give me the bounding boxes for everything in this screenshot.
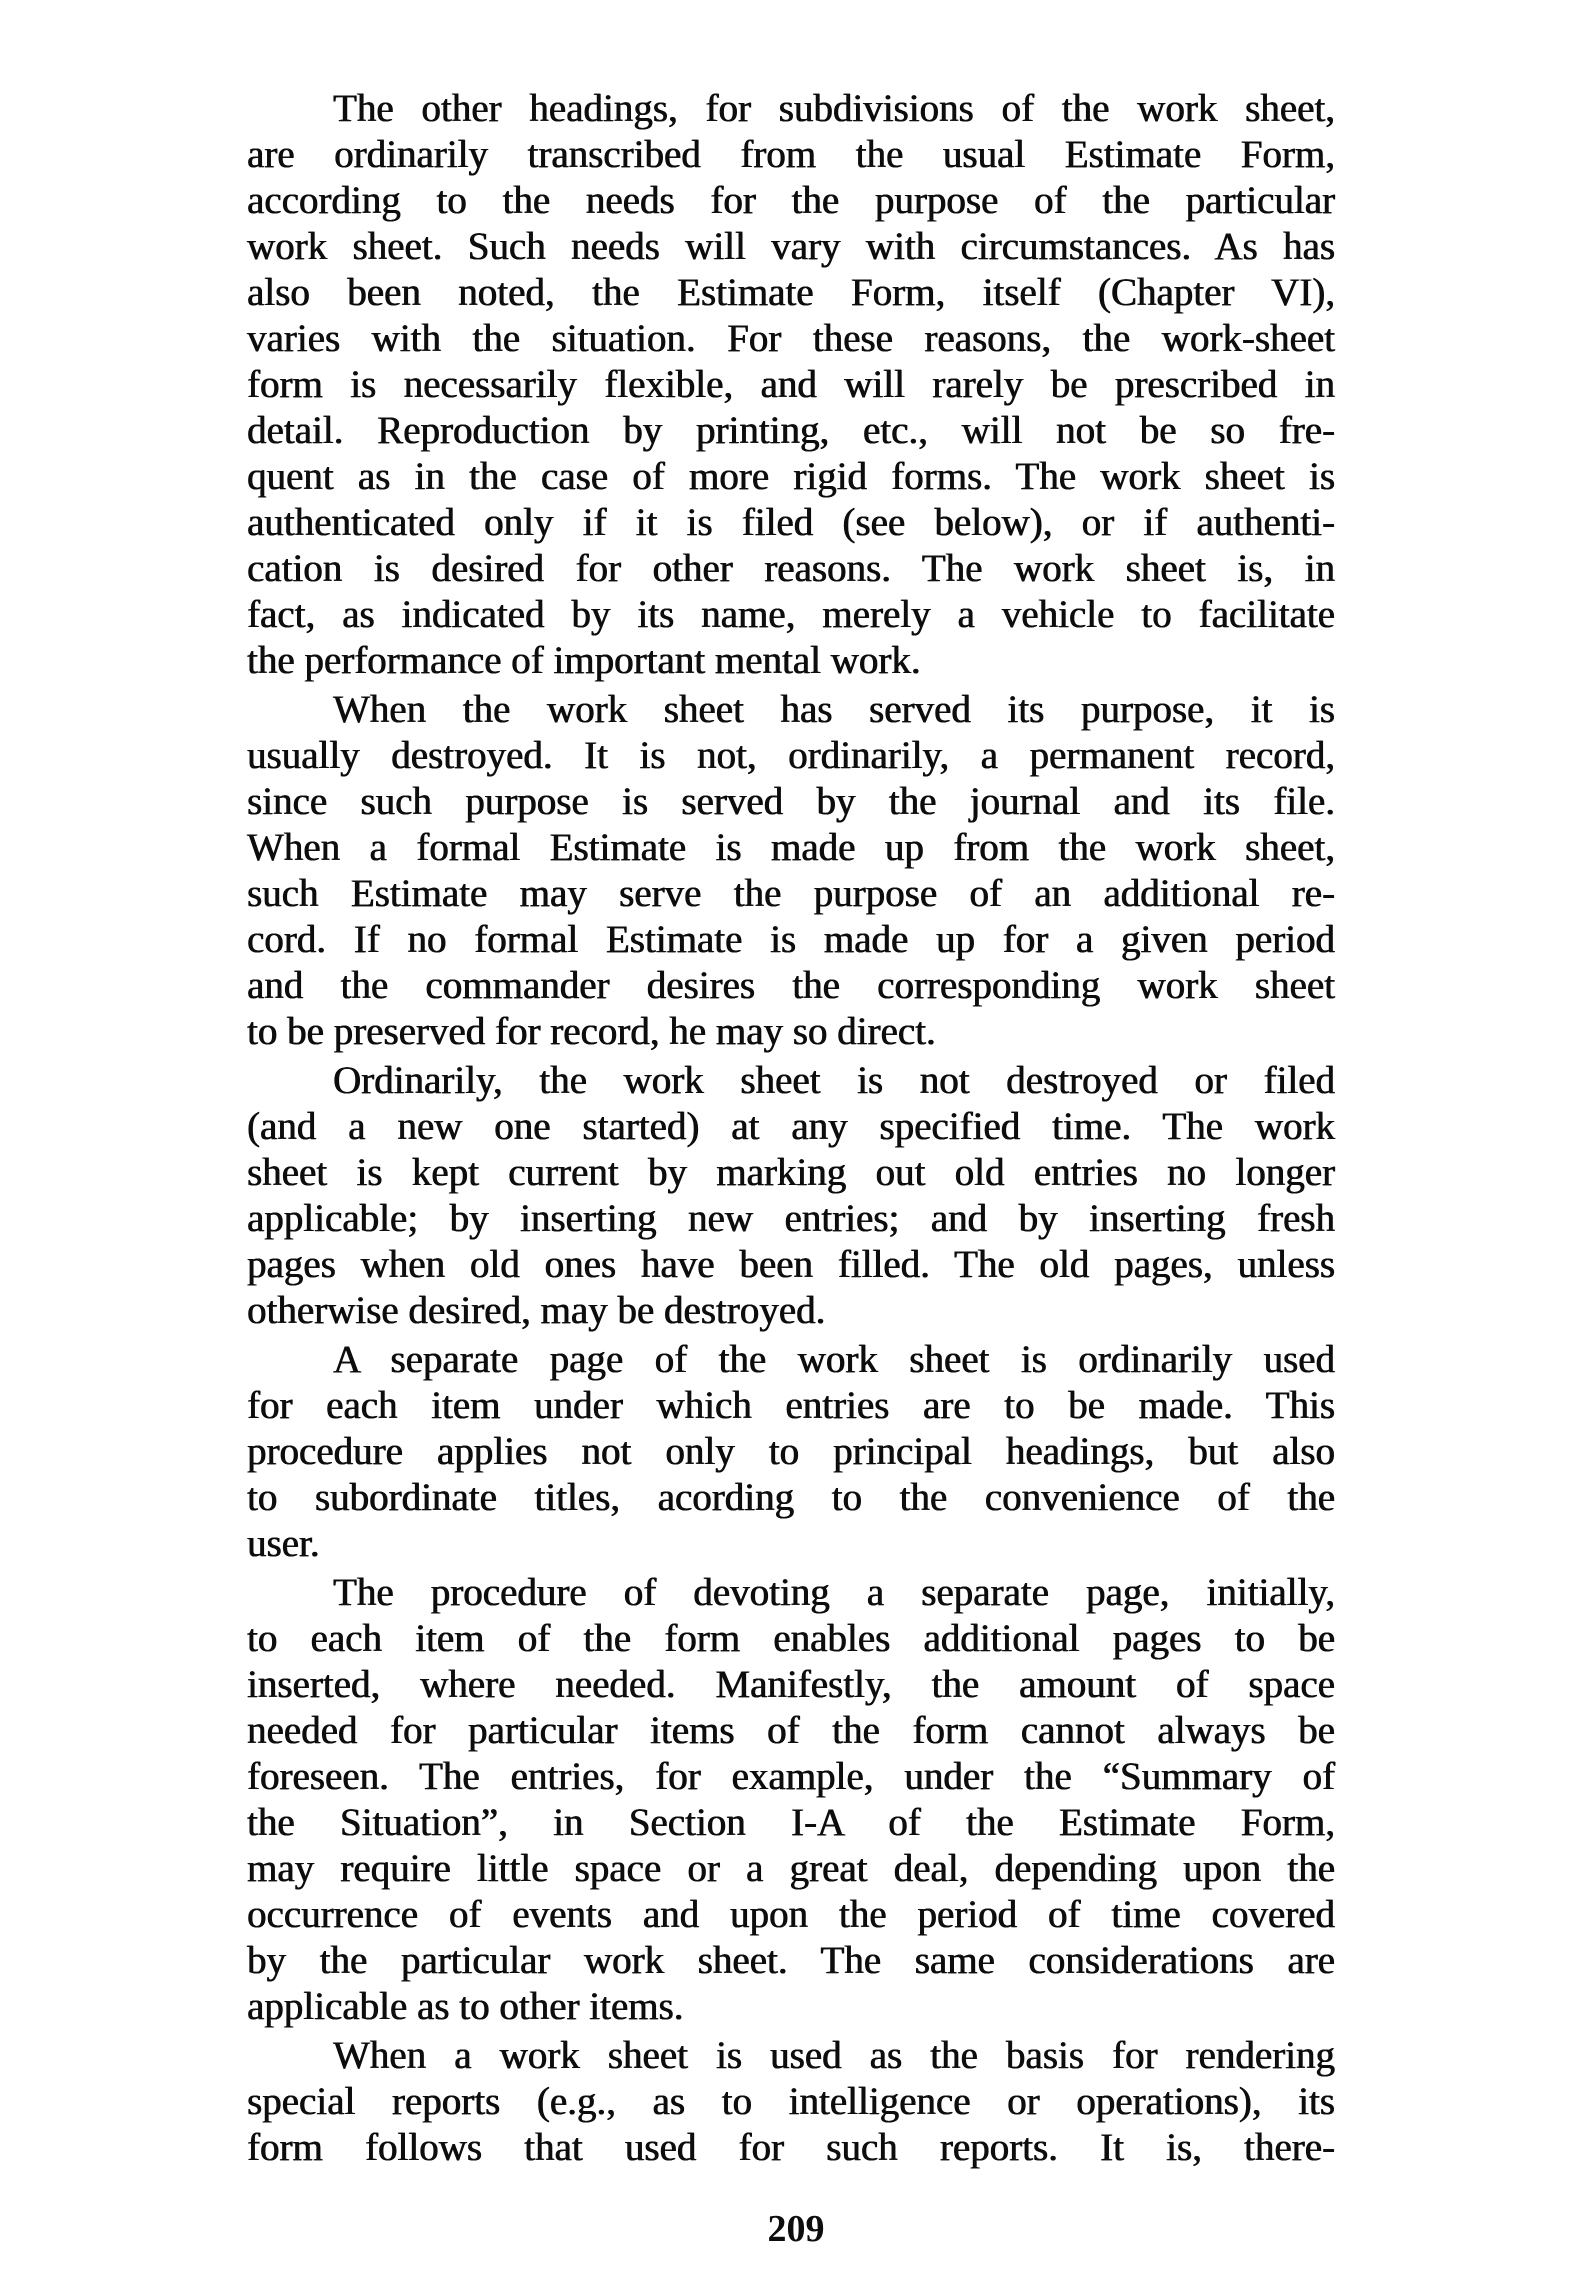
text-line: detail. Reproduction by printing, etc., will not be so fre- <box>247 409 1335 452</box>
text-line: the Situation”, in Section I-A of the Estimate Form, <box>247 1801 1335 1844</box>
paragraph <box>247 1337 1335 1567</box>
text-line: form is necessarily flexible, and will rarely be prescribed in <box>247 363 1335 406</box>
text-line: form follows that used for such reports. It is, there- <box>247 2126 1335 2169</box>
text-line: since such purpose is served by the journal and its file. <box>247 780 1335 823</box>
paragraph <box>247 687 1335 1055</box>
text-line: according to the needs for the purpose of the particular <box>247 179 1335 222</box>
text-line: occurrence of events and upon the period of time covered <box>247 1893 1335 1936</box>
paragraph <box>247 1058 1335 1334</box>
text-line: Ordinarily, the work sheet is not destroyed or filed <box>333 1059 1335 1102</box>
text-line: such Estimate may serve the purpose of an additional re- <box>247 872 1335 915</box>
text-line: also been noted, the Estimate Form, itself (Chapter VI), <box>247 271 1335 314</box>
text-line: cation is desired for other reasons. The work sheet is, in <box>247 547 1335 590</box>
text-line: usually destroyed. It is not, ordinarily, a permanent record, <box>247 734 1335 777</box>
text-line: user. <box>247 1522 320 1565</box>
text-line: by the particular work sheet. The same considerations are <box>247 1939 1335 1982</box>
text-line: When a work sheet is used as the basis for rendering <box>333 2034 1335 2077</box>
text-line: fact, as indicated by its name, merely a vehicle to facilitate <box>247 593 1335 636</box>
text-line: pages when old ones have been filled. The old pages, unless <box>247 1243 1335 1286</box>
text-line: sheet is kept current by marking out old entries no longer <box>247 1151 1335 1194</box>
text-line: for each item under which entries are to be made. This <box>247 1384 1335 1427</box>
text-line: procedure applies not only to principal headings, but also <box>247 1430 1335 1473</box>
text-line: may require little space or a great deal, depending upon the <box>247 1847 1335 1890</box>
text-line: The procedure of devoting a separate page, initially, <box>333 1571 1335 1614</box>
text-line: A separate page of the work sheet is ordinarily used <box>333 1338 1335 1381</box>
paragraph <box>247 1570 1335 2030</box>
text-line: to each item of the form enables additional pages to be <box>247 1617 1335 1660</box>
text-line: applicable; by inserting new entries; and by inserting fresh <box>247 1197 1335 1240</box>
text-line: work sheet. Such needs will vary with circumstances. As has <box>247 225 1335 268</box>
text-line: are ordinarily transcribed from the usual Estimate Form, <box>247 133 1335 176</box>
text-line: and the commander desires the corresponding work sheet <box>247 964 1335 1007</box>
paragraph <box>247 2033 1335 2171</box>
text-line: (and a new one started) at any specified time. The work <box>247 1105 1335 1148</box>
page-number: 209 <box>767 2208 825 2250</box>
text-line: foreseen. The entries, for example, under the “Summary of <box>247 1755 1335 1798</box>
text-line: authenticated only if it is filed (see below), or if authenti- <box>247 501 1335 544</box>
text-line: When the work sheet has served its purpose, it is <box>333 688 1335 731</box>
body-text <box>247 86 1335 2174</box>
text-line: otherwise desired, may be destroyed. <box>247 1289 826 1332</box>
paragraph <box>247 86 1335 684</box>
text-line: quent as in the case of more rigid forms. The work sheet is <box>247 455 1335 498</box>
text-line: special reports (e.g., as to intelligence or operations), its <box>247 2080 1335 2123</box>
text-line: applicable as to other items. <box>247 1985 684 2028</box>
text-line: cord. If no formal Estimate is made up for a given period <box>247 918 1335 961</box>
text-line: the performance of important mental work. <box>247 639 921 682</box>
text-line: The other headings, for subdivisions of the work sheet, <box>333 87 1335 130</box>
text-line: varies with the situation. For these reasons, the work-sheet <box>247 317 1335 360</box>
text-line: When a formal Estimate is made up from the work sheet, <box>247 826 1335 869</box>
text-line: to subordinate titles, acording to the convenience of the <box>247 1476 1335 1519</box>
text-line: inserted, where needed. Manifestly, the amount of space <box>247 1663 1335 1706</box>
text-line: needed for particular items of the form cannot always be <box>247 1709 1335 1752</box>
text-line: to be preserved for record, he may so direct. <box>247 1010 936 1053</box>
